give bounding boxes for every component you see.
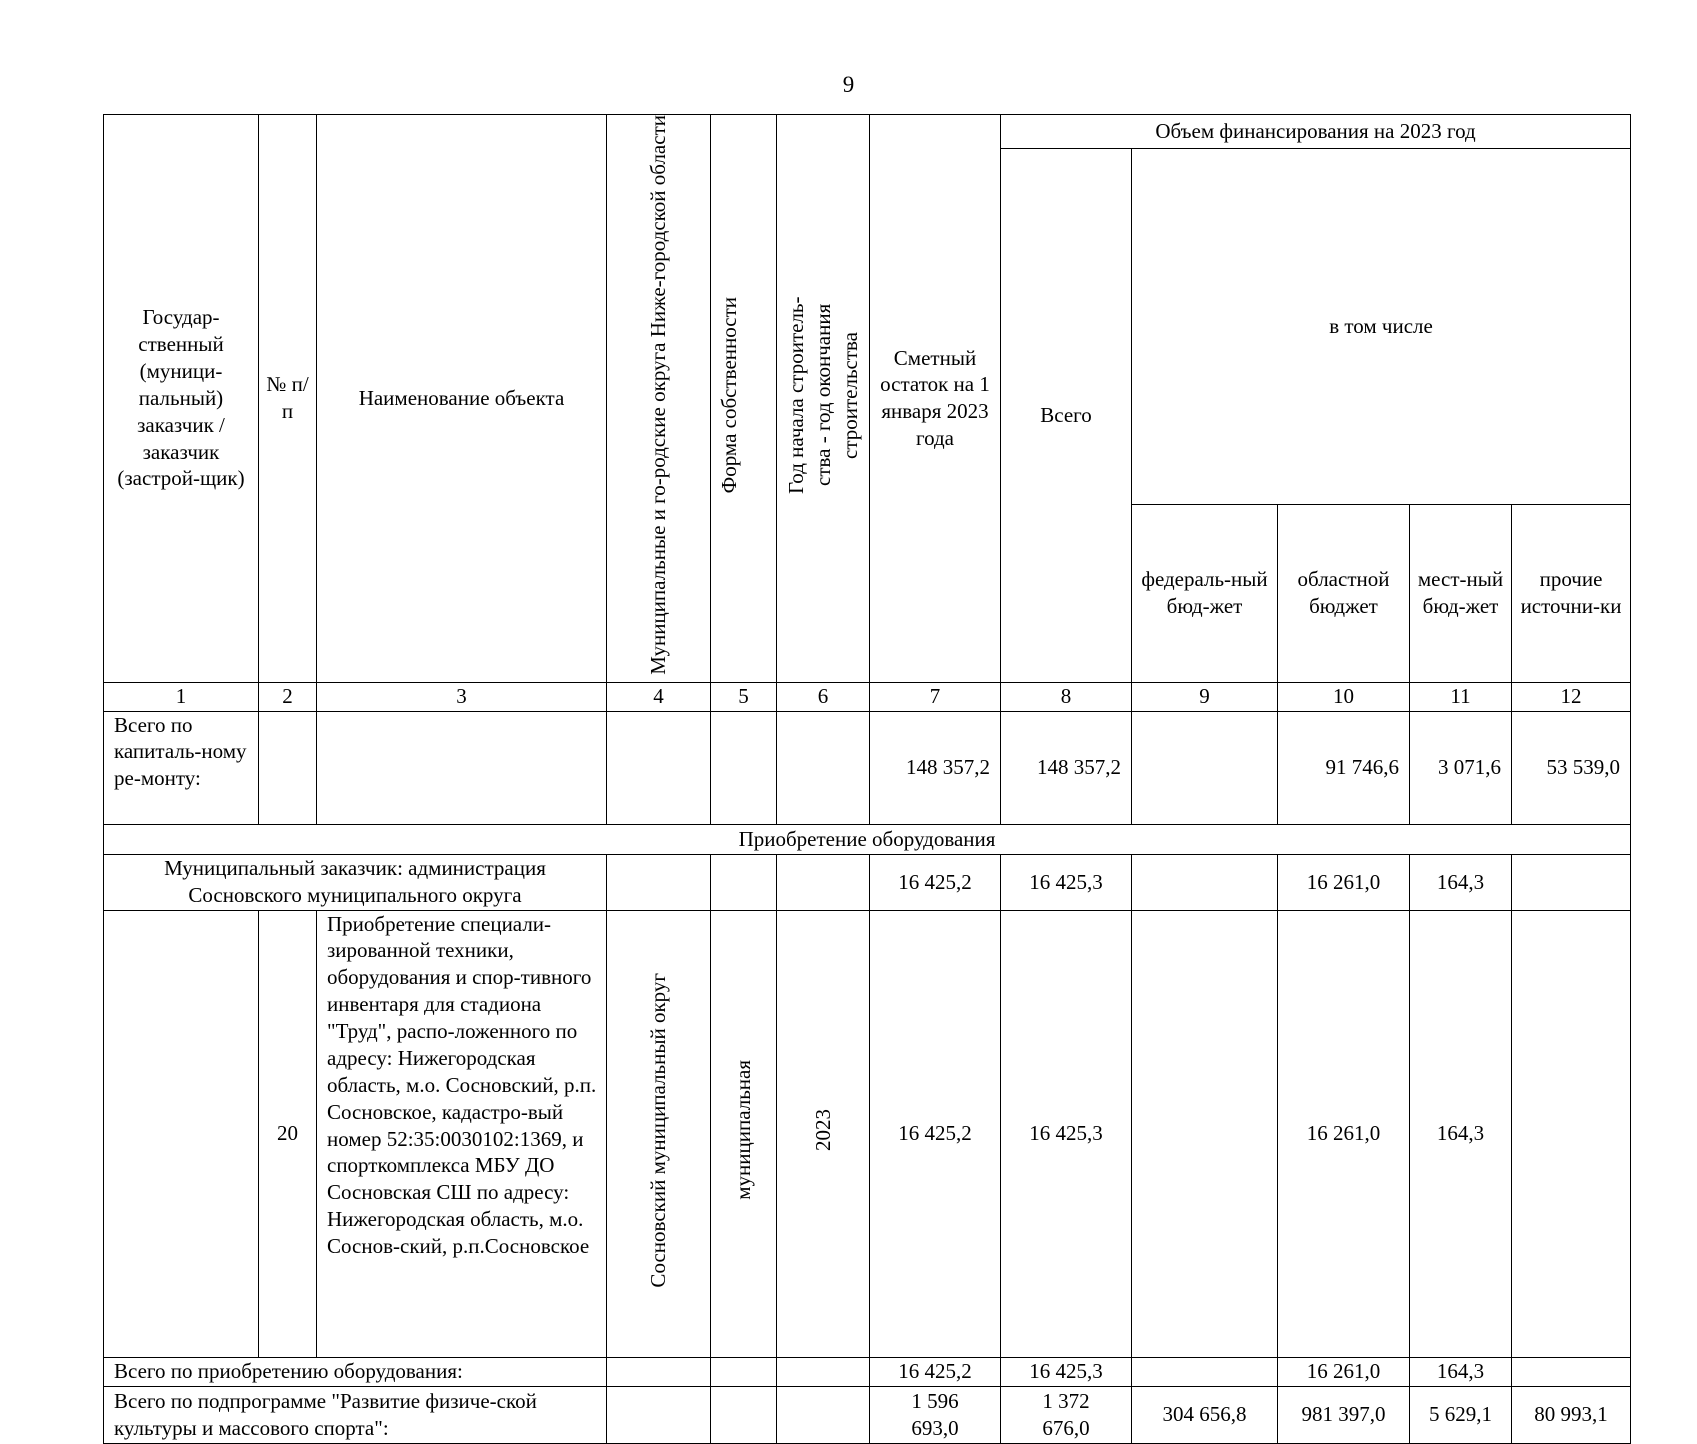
empty-cell	[711, 711, 777, 824]
item-num: 20	[259, 910, 317, 1357]
col-num-3: 3	[317, 682, 607, 711]
header-object-name: Наименование объекта	[317, 115, 607, 683]
capital-repair-local: 3 071,6	[1410, 711, 1512, 824]
customer-regional: 16 261,0	[1278, 854, 1410, 910]
header-district	[607, 115, 711, 683]
empty-cell	[1132, 910, 1278, 1357]
equipment-total-label: Всего по приобретению оборудования:	[104, 1357, 607, 1386]
item-regional: 16 261,0	[1278, 910, 1410, 1357]
empty-cell	[104, 910, 259, 1357]
empty-cell	[711, 1386, 777, 1443]
header-local: мест-ный бюд-жет	[1410, 504, 1512, 682]
col-num-9: 9	[1132, 682, 1278, 711]
column-numbers-row	[104, 682, 1631, 711]
header-including: в том числе	[1132, 149, 1631, 505]
customer-total: 16 425,3	[1001, 854, 1132, 910]
item-ownership	[711, 910, 777, 1357]
col-num-4: 4	[607, 682, 711, 711]
empty-cell	[1132, 1357, 1278, 1386]
capital-repair-total: 148 357,2	[1001, 711, 1132, 824]
subprogram-total: 1 372 676,0	[1001, 1386, 1132, 1443]
col-num-7: 7	[870, 682, 1001, 711]
empty-cell	[1512, 910, 1631, 1357]
customer-label: Муниципальный заказчик: администрация Сосновского муниципального округа	[104, 854, 607, 910]
empty-cell	[777, 854, 870, 910]
equipment-regional: 16 261,0	[1278, 1357, 1410, 1386]
subprogram-total-label: Всего по подпрограмме "Развитие физиче-ской культуры и массового спорта":	[104, 1386, 607, 1443]
empty-cell	[777, 711, 870, 824]
empty-cell	[711, 1357, 777, 1386]
subprogram-regional: 981 397,0	[1278, 1386, 1410, 1443]
equipment-local: 164,3	[1410, 1357, 1512, 1386]
col-num-8: 8	[1001, 682, 1132, 711]
financing-table	[103, 114, 1631, 1444]
capital-repair-total-label: Всего по капиталь-ному ре-монту:	[104, 711, 259, 824]
col-num-12: 12	[1512, 682, 1631, 711]
header-federal: федераль-ный бюд-жет	[1132, 504, 1278, 682]
subprogram-other: 80 993,1	[1512, 1386, 1631, 1443]
item-years	[777, 910, 870, 1357]
empty-cell	[317, 711, 607, 824]
header-balance: Сметный остаток на 1 января 2023 года	[870, 115, 1001, 683]
equipment-balance: 16 425,2	[870, 1357, 1001, 1386]
empty-cell	[259, 711, 317, 824]
page-number: 9	[842, 72, 855, 97]
subprogram-local: 5 629,1	[1410, 1386, 1512, 1443]
col-num-6: 6	[777, 682, 870, 711]
item-total: 16 425,3	[1001, 910, 1132, 1357]
header-district-text: Муниципальные и го-родские округа Ниже-городской области	[646, 115, 671, 675]
header-total: Всего	[1001, 149, 1132, 683]
subprogram-total-row	[104, 1386, 1631, 1443]
customer-local: 164,3	[1410, 854, 1512, 910]
header-years-text: Год начала строитель-ства - год окончания строительства	[783, 296, 862, 494]
empty-cell	[777, 1357, 870, 1386]
empty-cell	[607, 854, 711, 910]
col-num-2: 2	[259, 682, 317, 711]
empty-cell	[1512, 854, 1631, 910]
empty-cell	[607, 1386, 711, 1443]
capital-repair-total-row	[104, 711, 1631, 824]
equipment-total-row	[104, 1357, 1631, 1386]
customer-balance: 16 425,2	[870, 854, 1001, 910]
capital-repair-balance: 148 357,2	[870, 711, 1001, 824]
empty-cell	[607, 711, 711, 824]
item-district-text: Сосновский муниципальный округ	[646, 972, 671, 1288]
item-row	[104, 910, 1631, 1357]
empty-cell	[1132, 854, 1278, 910]
empty-cell	[777, 1386, 870, 1443]
empty-cell	[711, 854, 777, 910]
header-regional: областной бюджет	[1278, 504, 1410, 682]
capital-repair-federal	[1132, 711, 1278, 824]
item-balance: 16 425,2	[870, 910, 1001, 1357]
header-ownership-text: Форма собственности	[716, 296, 741, 494]
subprogram-federal: 304 656,8	[1132, 1386, 1278, 1443]
section-title: Приобретение оборудования	[104, 824, 1631, 854]
header-funding-2023: Объем финансирования на 2023 год	[1001, 115, 1631, 149]
empty-cell	[607, 1357, 711, 1386]
capital-repair-other: 53 539,0	[1512, 711, 1631, 824]
item-name: Приобретение специали-зированной техники, оборудования и спор-тивного инвентаря для стадиона "Труд", распо-ложенного по адресу: Нижегородская область, м.о. Сосновский, р.п. Сосновское, кадастро-вый номер 52:35:0030102:1369, и спорткомплекса МБУ ДО Сосновская СШ по адресу: Нижегородская область, м.о. Соснов-ский, р.п.Сосновское	[317, 910, 607, 1357]
item-local: 164,3	[1410, 910, 1512, 1357]
header-row	[104, 115, 1631, 149]
item-ownership-text: муниципальная	[731, 1060, 756, 1200]
customer-row	[104, 854, 1631, 910]
header-ownership	[711, 115, 777, 683]
section-title-row	[104, 824, 1631, 854]
header-customer: Государ-ственный (муници-пальный) заказчик / заказчик (застрой-щик)	[104, 115, 259, 683]
header-num: № п/п	[259, 115, 317, 683]
col-num-1: 1	[104, 682, 259, 711]
header-years	[777, 115, 870, 683]
subprogram-balance: 1 596 693,0	[870, 1386, 1001, 1443]
col-num-5: 5	[711, 682, 777, 711]
equipment-total: 16 425,3	[1001, 1357, 1132, 1386]
item-district	[607, 910, 711, 1357]
header-other: прочие источни-ки	[1512, 504, 1631, 682]
empty-cell	[1512, 1357, 1631, 1386]
col-num-10: 10	[1278, 682, 1410, 711]
col-num-11: 11	[1410, 682, 1512, 711]
capital-repair-regional: 91 746,6	[1278, 711, 1410, 824]
item-years-text: 2023	[810, 1109, 835, 1152]
